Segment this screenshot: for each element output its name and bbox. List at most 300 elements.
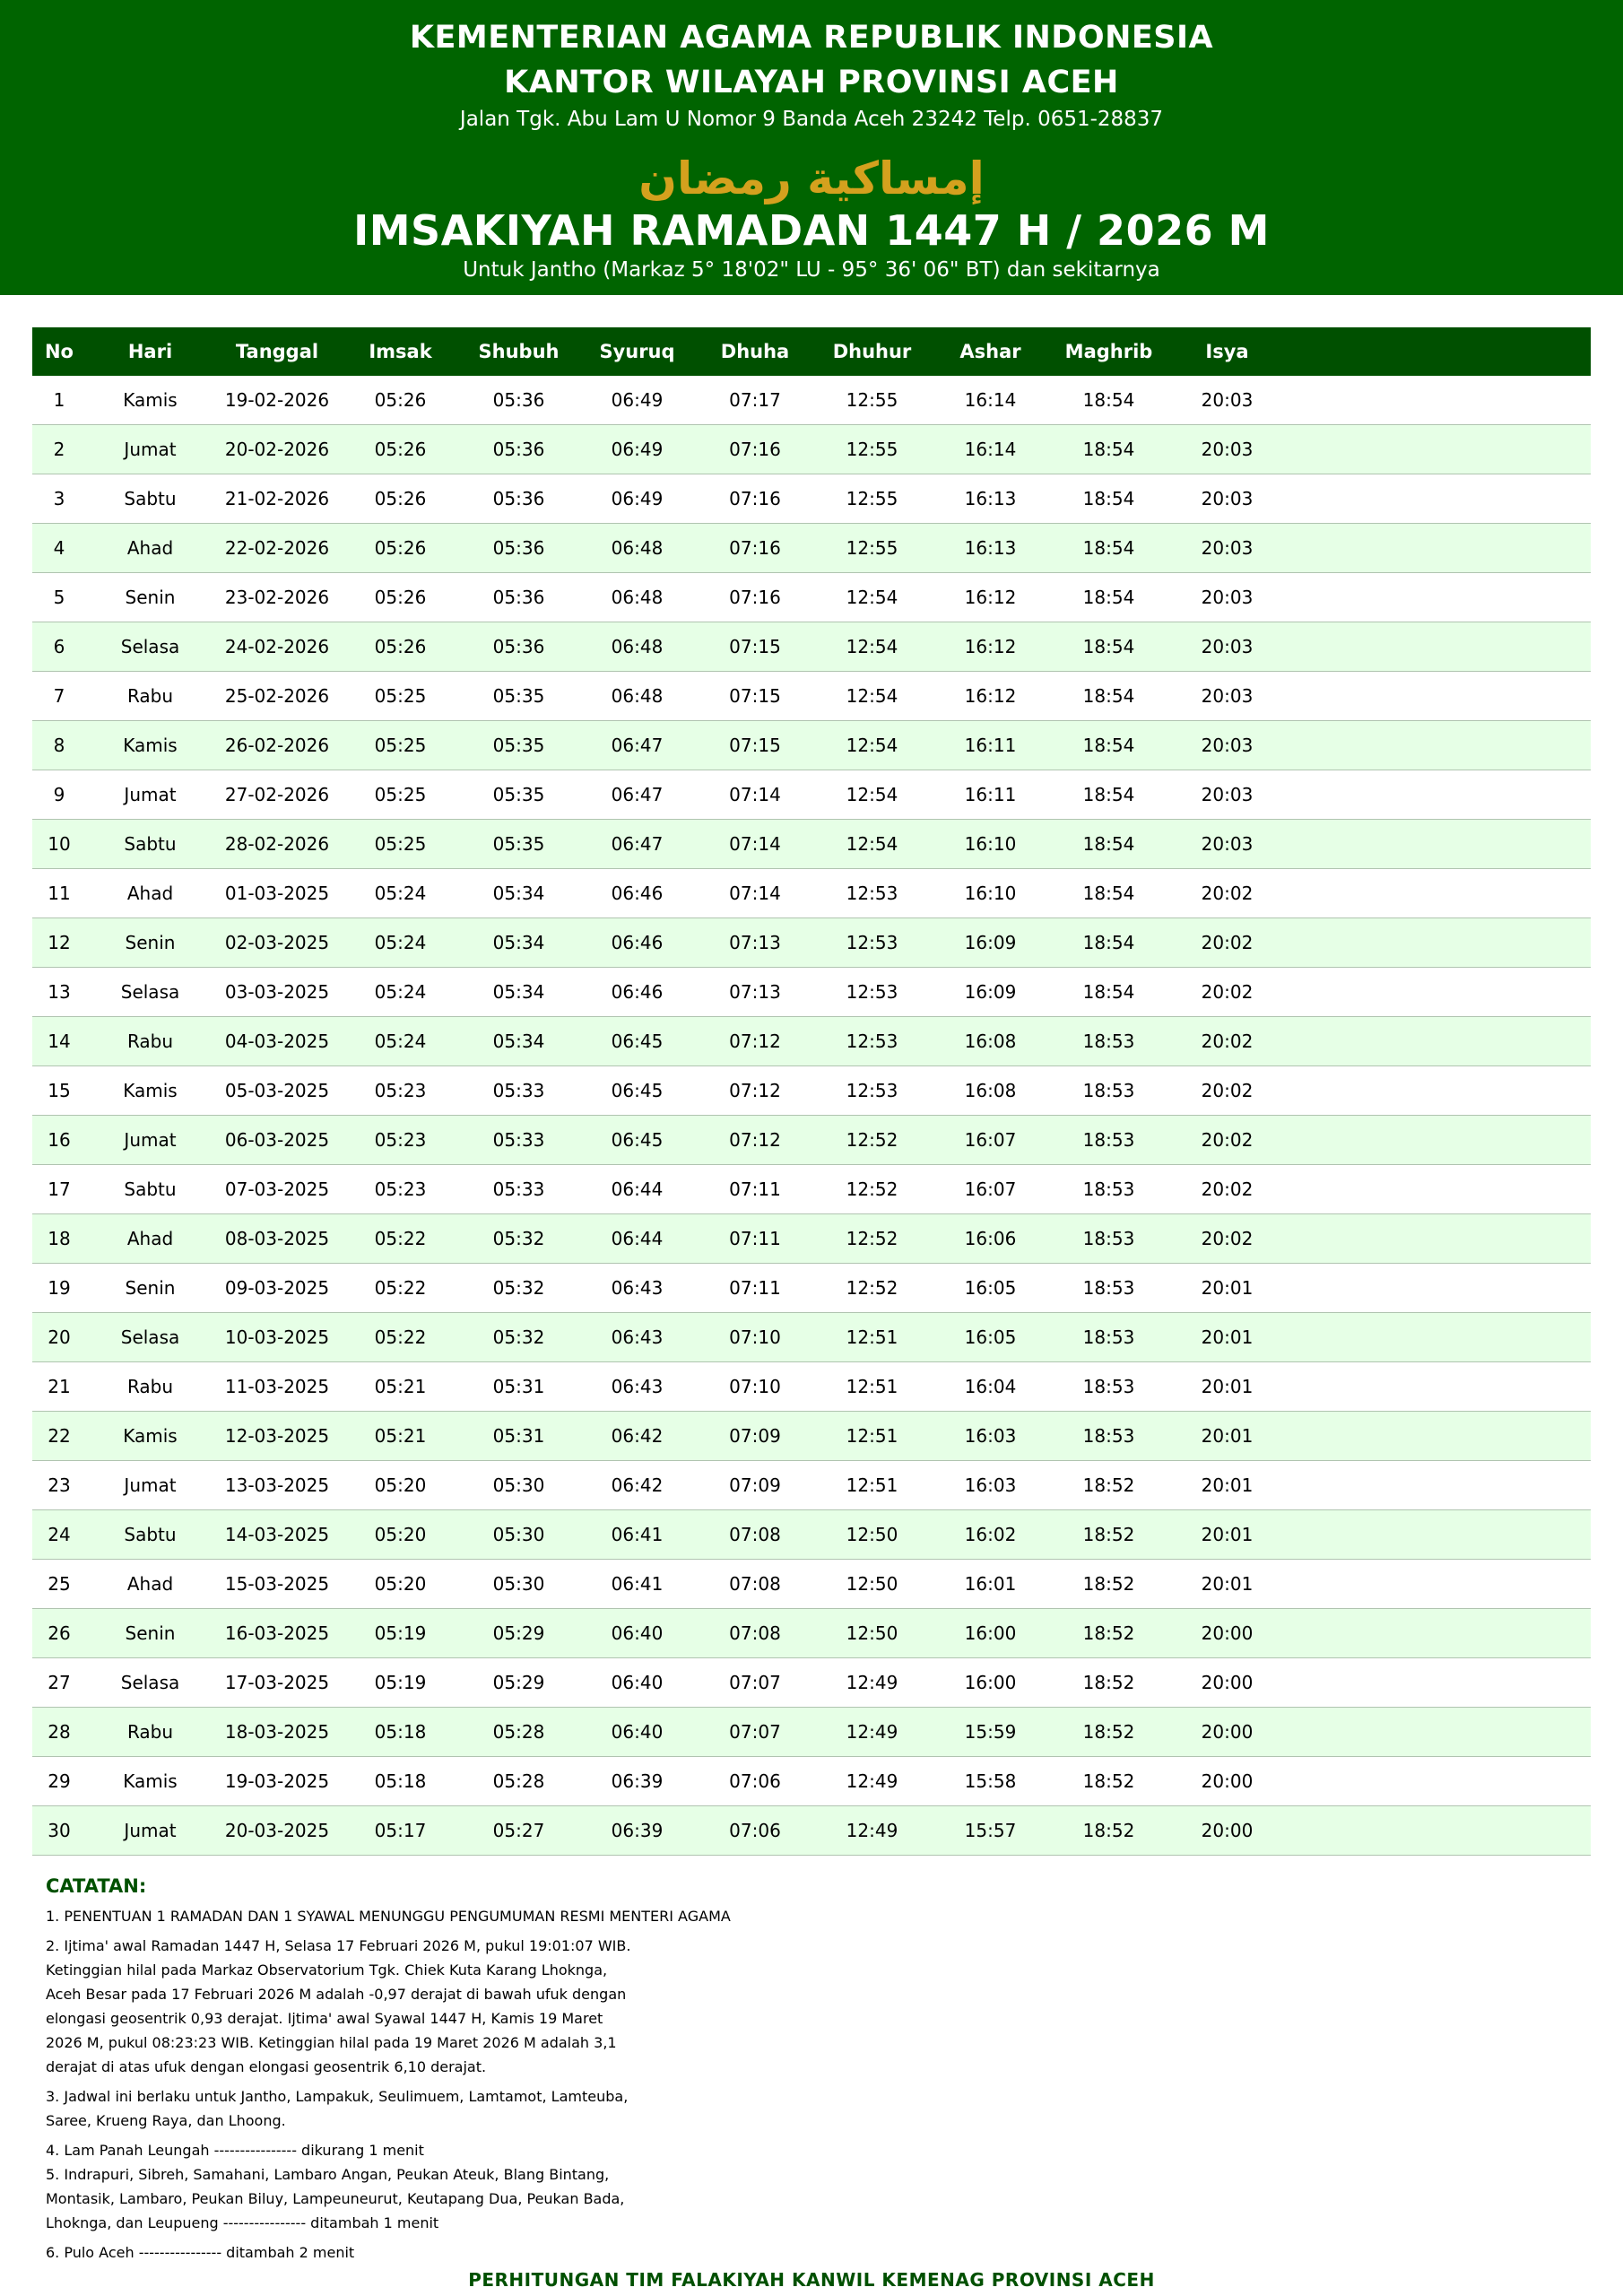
table-cell: 05:22 xyxy=(340,1313,461,1362)
table-cell: 07:08 xyxy=(698,1560,812,1609)
table-row xyxy=(32,1165,1591,1214)
table-cell: 05:31 xyxy=(461,1412,577,1461)
table-row xyxy=(32,721,1591,770)
table-cell: 28 xyxy=(32,1708,86,1757)
table-cell: 20:01 xyxy=(1168,1510,1286,1560)
table-cell: 9 xyxy=(32,770,86,820)
table-cell: 05:24 xyxy=(340,918,461,968)
table-row xyxy=(32,1313,1591,1362)
location-subtitle: Untuk Jantho (Markaz 5° 18'02" LU - 95° 36' 06" BT) dan sekitarnya xyxy=(463,258,1160,282)
table-row xyxy=(32,1264,1591,1313)
col-header-shubuh: Shubuh xyxy=(461,327,577,376)
table-cell: 05:36 xyxy=(461,524,577,573)
table-cell: 06:43 xyxy=(577,1362,698,1412)
table-cell: 05:17 xyxy=(340,1806,461,1856)
table-row xyxy=(32,820,1591,869)
table-cell: 16:09 xyxy=(932,918,1049,968)
table-cell: 12:53 xyxy=(812,918,932,968)
table-cell: 01-03-2025 xyxy=(214,869,340,918)
table-cell: 07:10 xyxy=(698,1313,812,1362)
table-cell: 20:02 xyxy=(1168,869,1286,918)
table-cell: 11 xyxy=(32,869,86,918)
arabic-title: إمساكية رمضان xyxy=(638,152,985,204)
table-cell: 12 xyxy=(32,918,86,968)
table-cell: 15-03-2025 xyxy=(214,1560,340,1609)
table-cell: 19 xyxy=(32,1264,86,1313)
table-cell: 05:26 xyxy=(340,376,461,425)
table-cell: 07:12 xyxy=(698,1116,812,1165)
table-cell: 05:26 xyxy=(340,425,461,474)
table-cell-spacer xyxy=(1286,820,1591,869)
table-cell: 12:54 xyxy=(812,820,932,869)
table-cell: 12:55 xyxy=(812,376,932,425)
table-cell: 07:16 xyxy=(698,425,812,474)
table-row xyxy=(32,1560,1591,1609)
table-cell: 05:32 xyxy=(461,1264,577,1313)
table-cell: 12:55 xyxy=(812,425,932,474)
table-cell: 07:14 xyxy=(698,820,812,869)
table-cell: 05:35 xyxy=(461,721,577,770)
table-cell: Senin xyxy=(86,573,214,622)
table-cell: 18:54 xyxy=(1049,968,1168,1017)
table-cell: 18:52 xyxy=(1049,1609,1168,1658)
table-cell: 16:05 xyxy=(932,1264,1049,1313)
table-cell: Jumat xyxy=(86,770,214,820)
table-cell: 06:39 xyxy=(577,1757,698,1806)
ministry-name: KEMENTERIAN AGAMA REPUBLIK INDONESIA xyxy=(409,20,1214,56)
table-cell: 12:55 xyxy=(812,474,932,524)
table-cell: Jumat xyxy=(86,1806,214,1856)
table-cell: Senin xyxy=(86,918,214,968)
table-cell: 18:54 xyxy=(1049,376,1168,425)
table-cell: 07:09 xyxy=(698,1412,812,1461)
table-cell: 21 xyxy=(32,1362,86,1412)
table-cell: 06:40 xyxy=(577,1658,698,1708)
table-cell: Ahad xyxy=(86,1214,214,1264)
table-cell: 07:16 xyxy=(698,573,812,622)
table-cell: 16:00 xyxy=(932,1609,1049,1658)
table-cell: 15:57 xyxy=(932,1806,1049,1856)
table-cell: 16:08 xyxy=(932,1017,1049,1066)
table-cell: 05:34 xyxy=(461,968,577,1017)
table-cell: 15:58 xyxy=(932,1757,1049,1806)
table-row xyxy=(32,1066,1591,1116)
table-cell: 20:02 xyxy=(1168,1017,1286,1066)
table-cell: 20:03 xyxy=(1168,573,1286,622)
table-cell: 05:34 xyxy=(461,1017,577,1066)
table-body xyxy=(32,376,1591,1856)
table-cell: 18:53 xyxy=(1049,1165,1168,1214)
table-cell: 23-02-2026 xyxy=(214,573,340,622)
table-cell: 12:52 xyxy=(812,1165,932,1214)
table-cell: 12:54 xyxy=(812,770,932,820)
table-cell: Sabtu xyxy=(86,1165,214,1214)
table-cell: 3 xyxy=(32,474,86,524)
table-cell: 07:12 xyxy=(698,1066,812,1116)
table-cell: 06:46 xyxy=(577,918,698,968)
table-cell: 05:26 xyxy=(340,622,461,672)
table-cell: 07:08 xyxy=(698,1609,812,1658)
table-cell: 20-03-2025 xyxy=(214,1806,340,1856)
table-cell: 20:03 xyxy=(1168,376,1286,425)
table-cell: 06:48 xyxy=(577,622,698,672)
table-cell: Selasa xyxy=(86,1313,214,1362)
office-name: KANTOR WILAYAH PROVINSI ACEH xyxy=(504,65,1119,100)
table-cell: 12:55 xyxy=(812,524,932,573)
table-cell: 07:11 xyxy=(698,1264,812,1313)
table-cell: Sabtu xyxy=(86,820,214,869)
table-row xyxy=(32,1806,1591,1856)
table-cell: 18:52 xyxy=(1049,1560,1168,1609)
table-cell: 07:11 xyxy=(698,1214,812,1264)
table-cell: 05:23 xyxy=(340,1165,461,1214)
table-cell: 13-03-2025 xyxy=(214,1461,340,1510)
table-cell-spacer xyxy=(1286,573,1591,622)
table-cell: Rabu xyxy=(86,1017,214,1066)
table-cell: 06:48 xyxy=(577,672,698,721)
table-cell: 12:54 xyxy=(812,672,932,721)
table-cell: 16 xyxy=(32,1116,86,1165)
table-row xyxy=(32,1214,1591,1264)
table-cell: 26 xyxy=(32,1609,86,1658)
table-cell: 12:50 xyxy=(812,1560,932,1609)
table-row xyxy=(32,1757,1591,1806)
table-cell: 16:01 xyxy=(932,1560,1049,1609)
table-cell: 18:54 xyxy=(1049,721,1168,770)
table-cell: 06-03-2025 xyxy=(214,1116,340,1165)
table-cell: 05:36 xyxy=(461,425,577,474)
table-cell-spacer xyxy=(1286,1461,1591,1510)
table-cell: 20:00 xyxy=(1168,1757,1286,1806)
table-cell: 20:00 xyxy=(1168,1658,1286,1708)
table-row xyxy=(32,1362,1591,1412)
table-cell: 19-03-2025 xyxy=(214,1757,340,1806)
table-cell: 16:00 xyxy=(932,1658,1049,1708)
table-cell: 10 xyxy=(32,820,86,869)
table-row xyxy=(32,622,1591,672)
table-cell: 14 xyxy=(32,1017,86,1066)
table-cell: 18:52 xyxy=(1049,1658,1168,1708)
col-header-no: No xyxy=(32,327,86,376)
table-row xyxy=(32,474,1591,524)
table-cell: 20:00 xyxy=(1168,1806,1286,1856)
table-cell: 27-02-2026 xyxy=(214,770,340,820)
footer-credit: PERHITUNGAN TIM FALAKIYAH KANWIL KEMENAG PROVINSI ACEH xyxy=(468,2269,1155,2291)
table-cell: 05:18 xyxy=(340,1757,461,1806)
note-item: 3. Jadwal ini berlaku untuk Jantho, Lampakuk, Seulimuem, Lamtamot, Lamteuba, Saree, Krueng Raya, dan Lhoong. xyxy=(46,2088,629,2129)
table-cell: 07:09 xyxy=(698,1461,812,1510)
table-cell: 17-03-2025 xyxy=(214,1658,340,1708)
table-cell: 18:52 xyxy=(1049,1510,1168,1560)
table-cell: 16:14 xyxy=(932,425,1049,474)
table-cell: 18:54 xyxy=(1049,474,1168,524)
table-cell: 05:24 xyxy=(340,869,461,918)
table-cell: 20:03 xyxy=(1168,474,1286,524)
table-cell: 06:40 xyxy=(577,1708,698,1757)
table-cell: 06:46 xyxy=(577,968,698,1017)
table-cell-spacer xyxy=(1286,1412,1591,1461)
table-cell: 16:10 xyxy=(932,820,1049,869)
table-cell: 20:03 xyxy=(1168,524,1286,573)
table-cell: 18:52 xyxy=(1049,1806,1168,1856)
table-row xyxy=(32,1609,1591,1658)
table-cell: 07:16 xyxy=(698,474,812,524)
table-cell: 20:03 xyxy=(1168,770,1286,820)
table-cell: 05:25 xyxy=(340,770,461,820)
table-cell: 16-03-2025 xyxy=(214,1609,340,1658)
table-cell: Selasa xyxy=(86,968,214,1017)
table-cell: Sabtu xyxy=(86,474,214,524)
table-cell: 20:02 xyxy=(1168,968,1286,1017)
table-cell: 24 xyxy=(32,1510,86,1560)
table-cell: Selasa xyxy=(86,622,214,672)
table-cell: 05:30 xyxy=(461,1510,577,1560)
table-cell: 12:52 xyxy=(812,1264,932,1313)
table-cell: 05:25 xyxy=(340,820,461,869)
table-cell: 12:54 xyxy=(812,573,932,622)
table-cell: 20:02 xyxy=(1168,1066,1286,1116)
table-header-row xyxy=(32,327,1591,376)
table-cell: 05:29 xyxy=(461,1609,577,1658)
table-row xyxy=(32,573,1591,622)
table-cell: 20:01 xyxy=(1168,1412,1286,1461)
table-cell: 8 xyxy=(32,721,86,770)
table-cell: 20:03 xyxy=(1168,425,1286,474)
table-cell: 12:52 xyxy=(812,1116,932,1165)
table-cell: 06:42 xyxy=(577,1461,698,1510)
table-cell: 06:49 xyxy=(577,376,698,425)
table-cell-spacer xyxy=(1286,672,1591,721)
table-cell: 18:53 xyxy=(1049,1116,1168,1165)
table-cell: 20:03 xyxy=(1168,622,1286,672)
table-cell: Jumat xyxy=(86,1461,214,1510)
table-cell: 07:12 xyxy=(698,1017,812,1066)
table-cell: 20:01 xyxy=(1168,1560,1286,1609)
table-cell: Kamis xyxy=(86,1412,214,1461)
col-header-dhuhur: Dhuhur xyxy=(812,327,932,376)
table-cell: 05:20 xyxy=(340,1510,461,1560)
col-header-maghrib: Maghrib xyxy=(1049,327,1168,376)
page-title: IMSAKIYAH RAMADAN 1447 H / 2026 M xyxy=(353,206,1270,255)
table-cell: 16:12 xyxy=(932,672,1049,721)
table-cell-spacer xyxy=(1286,968,1591,1017)
table-cell: 06:43 xyxy=(577,1313,698,1362)
table-cell: 05:20 xyxy=(340,1560,461,1609)
table-cell-spacer xyxy=(1286,721,1591,770)
table-row xyxy=(32,425,1591,474)
notes-title: CATATAN: xyxy=(46,1875,147,1897)
table-cell: 18:52 xyxy=(1049,1757,1168,1806)
table-cell: 18:54 xyxy=(1049,918,1168,968)
table-cell: 05:25 xyxy=(340,721,461,770)
table-cell-spacer xyxy=(1286,1560,1591,1609)
table-cell: 06:47 xyxy=(577,721,698,770)
table-cell: Jumat xyxy=(86,425,214,474)
table-cell: 5 xyxy=(32,573,86,622)
table-cell: 16:11 xyxy=(932,721,1049,770)
table-cell: 06:42 xyxy=(577,1412,698,1461)
table-cell: 18:54 xyxy=(1049,820,1168,869)
table-cell: 12:51 xyxy=(812,1313,932,1362)
table-cell: 16:10 xyxy=(932,869,1049,918)
table-cell: 16:12 xyxy=(932,622,1049,672)
table-cell: 06:49 xyxy=(577,425,698,474)
table-cell: 12:51 xyxy=(812,1412,932,1461)
table-cell: Rabu xyxy=(86,1362,214,1412)
table-cell: 20:00 xyxy=(1168,1609,1286,1658)
table-cell: 12:53 xyxy=(812,1017,932,1066)
table-cell-spacer xyxy=(1286,524,1591,573)
table-cell: 07:06 xyxy=(698,1757,812,1806)
table-cell: 02-03-2025 xyxy=(214,918,340,968)
col-header-isya: Isya xyxy=(1168,327,1286,376)
table-cell: 18:54 xyxy=(1049,524,1168,573)
table-cell: 20:02 xyxy=(1168,1116,1286,1165)
table-cell: 20 xyxy=(32,1313,86,1362)
table-cell-spacer xyxy=(1286,869,1591,918)
table-cell: 24-02-2026 xyxy=(214,622,340,672)
table-cell: 20:01 xyxy=(1168,1461,1286,1510)
table-cell-spacer xyxy=(1286,1313,1591,1362)
table-cell: 05:24 xyxy=(340,1017,461,1066)
table-cell: 05:36 xyxy=(461,622,577,672)
table-row xyxy=(32,1708,1591,1757)
table-cell: 07:08 xyxy=(698,1510,812,1560)
table-cell: 06:41 xyxy=(577,1510,698,1560)
table-cell: 07:07 xyxy=(698,1658,812,1708)
col-header-imsak: Imsak xyxy=(340,327,461,376)
table-cell: 18:53 xyxy=(1049,1214,1168,1264)
col-header-ashar: Ashar xyxy=(932,327,1049,376)
table-cell: 16:11 xyxy=(932,770,1049,820)
table-cell: 06:47 xyxy=(577,820,698,869)
table-cell: 06:44 xyxy=(577,1214,698,1264)
table-cell: 05:30 xyxy=(461,1461,577,1510)
table-cell: 07:13 xyxy=(698,918,812,968)
table-cell: 16:12 xyxy=(932,573,1049,622)
col-header-tanggal: Tanggal xyxy=(214,327,340,376)
table-cell: 07:17 xyxy=(698,376,812,425)
table-cell: 05:19 xyxy=(340,1609,461,1658)
table-cell: 1 xyxy=(32,376,86,425)
table-cell: 20:01 xyxy=(1168,1362,1286,1412)
table-cell: 28-02-2026 xyxy=(214,820,340,869)
table-cell: 06:41 xyxy=(577,1560,698,1609)
table-cell: 11-03-2025 xyxy=(214,1362,340,1412)
table-cell: 12:50 xyxy=(812,1609,932,1658)
table-cell: 05:36 xyxy=(461,376,577,425)
table-cell: 12:49 xyxy=(812,1757,932,1806)
table-cell: 18 xyxy=(32,1214,86,1264)
table-cell: 16:03 xyxy=(932,1412,1049,1461)
table-cell: 16:13 xyxy=(932,474,1049,524)
table-cell: 05:32 xyxy=(461,1214,577,1264)
schedule-table xyxy=(32,327,1591,1856)
table-cell: 10-03-2025 xyxy=(214,1313,340,1362)
table-row xyxy=(32,1116,1591,1165)
header-banner xyxy=(0,0,1623,295)
table-cell: 06:44 xyxy=(577,1165,698,1214)
table-cell: 19-02-2026 xyxy=(214,376,340,425)
table-cell: 18:53 xyxy=(1049,1066,1168,1116)
table-row xyxy=(32,1461,1591,1510)
table-cell: 05:33 xyxy=(461,1116,577,1165)
table-cell: 4 xyxy=(32,524,86,573)
table-cell: 09-03-2025 xyxy=(214,1264,340,1313)
table-cell: 06:39 xyxy=(577,1806,698,1856)
table-cell: 30 xyxy=(32,1806,86,1856)
table-cell: 04-03-2025 xyxy=(214,1017,340,1066)
table-cell: 05:31 xyxy=(461,1362,577,1412)
table-cell: 05:26 xyxy=(340,573,461,622)
table-cell: 18:54 xyxy=(1049,573,1168,622)
table-cell: 06:40 xyxy=(577,1609,698,1658)
table-cell: 18:54 xyxy=(1049,622,1168,672)
table-cell: 07:13 xyxy=(698,968,812,1017)
table-cell: 20:03 xyxy=(1168,721,1286,770)
table-cell: 16:09 xyxy=(932,968,1049,1017)
table-cell: 18:53 xyxy=(1049,1017,1168,1066)
col-header-syuruq: Syuruq xyxy=(577,327,698,376)
table-cell: 07:15 xyxy=(698,622,812,672)
table-cell: 05:32 xyxy=(461,1313,577,1362)
table-cell: Senin xyxy=(86,1264,214,1313)
table-cell: 07:16 xyxy=(698,524,812,573)
table-cell: 12:51 xyxy=(812,1461,932,1510)
table-cell: 07:07 xyxy=(698,1708,812,1757)
table-cell: 05:30 xyxy=(461,1560,577,1609)
table-cell: 12:49 xyxy=(812,1708,932,1757)
table-cell-spacer xyxy=(1286,622,1591,672)
table-cell: 06:43 xyxy=(577,1264,698,1313)
table-cell-spacer xyxy=(1286,1214,1591,1264)
table-cell: 18:54 xyxy=(1049,425,1168,474)
table-cell: 06:45 xyxy=(577,1116,698,1165)
table-cell: 07:14 xyxy=(698,869,812,918)
table-cell-spacer xyxy=(1286,1362,1591,1412)
table-cell: 18:52 xyxy=(1049,1708,1168,1757)
table-cell: 05:22 xyxy=(340,1214,461,1264)
table-cell: 18:54 xyxy=(1049,672,1168,721)
table-cell: 07:10 xyxy=(698,1362,812,1412)
table-cell: 18:53 xyxy=(1049,1313,1168,1362)
table-cell-spacer xyxy=(1286,1510,1591,1560)
table-cell: 03-03-2025 xyxy=(214,968,340,1017)
table-cell: 22-02-2026 xyxy=(214,524,340,573)
table-cell: 12:52 xyxy=(812,1214,932,1264)
table-row xyxy=(32,1017,1591,1066)
table-row xyxy=(32,770,1591,820)
table-cell: 14-03-2025 xyxy=(214,1510,340,1560)
table-cell: 20:02 xyxy=(1168,918,1286,968)
table-cell: 05:18 xyxy=(340,1708,461,1757)
table-cell: 16:05 xyxy=(932,1313,1049,1362)
table-row xyxy=(32,918,1591,968)
table-cell: 21-02-2026 xyxy=(214,474,340,524)
table-cell: 2 xyxy=(32,425,86,474)
table-cell: 05:21 xyxy=(340,1362,461,1412)
table-cell: 06:47 xyxy=(577,770,698,820)
table-cell: Kamis xyxy=(86,1066,214,1116)
table-cell: 20:03 xyxy=(1168,820,1286,869)
table-cell: 16:07 xyxy=(932,1116,1049,1165)
col-header-dhuha: Dhuha xyxy=(698,327,812,376)
table-cell: 18-03-2025 xyxy=(214,1708,340,1757)
table-cell: Ahad xyxy=(86,1560,214,1609)
table-cell: 05:22 xyxy=(340,1264,461,1313)
table-cell: 27 xyxy=(32,1658,86,1708)
table-row xyxy=(32,524,1591,573)
